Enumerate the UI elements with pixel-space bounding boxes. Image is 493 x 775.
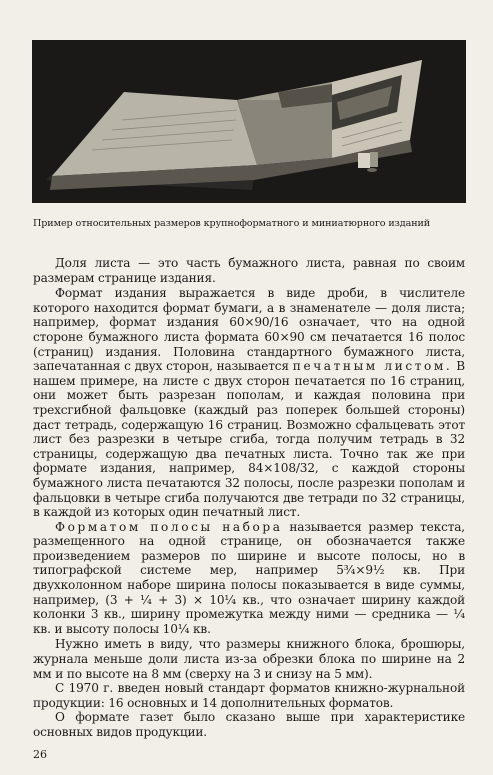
term-type-area-format: Форматом полосы набора — [55, 519, 283, 534]
paragraph-2: Формат издания выражается в виде дроби, в числителе которого находится формат бумаги, а в знаменателе — доля листа; например, формат издания 60×90/16 означает, что на одной стороне бумажного листа формата 60×90 см печатается 16 полос (страниц) издания. Половина стандартного бумажного листа, запечатанная с двух сторон, называется печатным листом. В нашем примере, на листе с двух сторон печатается по 16 страниц, они может быть разрезан пополам, и каждая половина при трехсгибной фальцовке (каждый раз поперек большей стороны) даст тетрадь, содержащую 16 страниц. Возможно сфальцевать этот лист без разрезки в четыре сгиба, тогда получим тетрадь в 32 страницы, содержащую два печатных листа. Точно так же при формате издания, например, 84×108/32, с каждой стороны бумажного листа печатаются 32 полосы, после разрезки пополам и фальцовки в четыре сгиба получаются две тетради по 32 страницы, в каждой из которых один печатный лист. — [33, 286, 466, 520]
body-text — [33, 256, 465, 740]
paragraph-6: О формате газет было сказано выше при характеристике основных видов продукции. — [33, 710, 465, 739]
paragraph-5: С 1970 г. введен новый стандарт форматов книжно-журнальной продукции: 16 основных и 14 дополнительных форматов. — [33, 681, 465, 710]
book-photo — [32, 40, 466, 203]
open-book-illustration — [32, 40, 466, 203]
paragraph-1: Доля листа — это часть бумажного листа, равная по своим размерам странице издания. — [33, 256, 465, 285]
figure-caption: Пример относительных размеров крупноформатного и миниатюрного изданий — [33, 218, 431, 229]
page-number: 26 — [33, 748, 47, 761]
term-printed-sheet: печатным листом. — [292, 359, 453, 374]
paragraph-3: Форматом полосы набора называется размер текста, размещенного на одной странице, он обозначается также произведением размеров по ширине и высоте полосы, но в типографской системе мер, например 5¾×9½ кв. При двухколонном наборе ширина полосы показывается в виде суммы, например, (3 + ¼ + 3) × 10¼ кв., что означает ширину каждой колонки 3 кв., ширину промежутка между ними — средника — ¼ кв. и высоту полосы 10¼ кв. — [33, 519, 466, 636]
paragraph-4: Нужно иметь в виду, что размеры книжного блока, брошюры, журнала меньше доли листа из-за обрезки блока по ширине на 2 мм и по высоте на 8 мм (сверху на 3 и снизу на 5 мм). — [33, 637, 465, 681]
